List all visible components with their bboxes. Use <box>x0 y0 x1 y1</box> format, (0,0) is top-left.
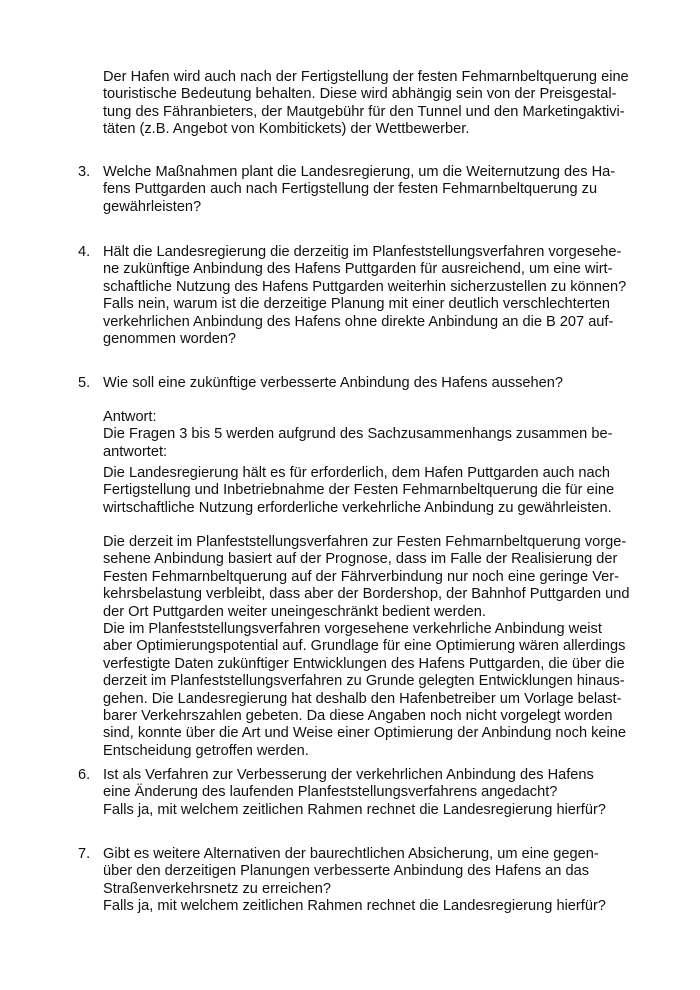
answer-paragraph <box>103 534 630 760</box>
text-line: über den derzeitigen Planungen verbesserte Anbindung des Hafens an das <box>103 863 589 880</box>
text-line: Fertigstellung und Inbetriebnahme der Festen Fehmarnbeltquerung die für eine <box>103 482 615 499</box>
text-line: Welche Maßnahmen plant die Landesregierung, um die Weiternutzung des Ha- <box>103 164 616 180</box>
text-line: antwortet: <box>103 443 168 460</box>
text-line: verkehrlichen Anbindung des Hafens ohne direkte Anbindung an die B 207 auf- <box>103 313 614 330</box>
answer-label: Antwort: <box>103 409 157 425</box>
text-line: Straßenverkehrsnetz zu erreichen? <box>103 880 331 897</box>
text-line: genommen worden? <box>103 331 237 348</box>
text-line: fens Puttgarden auch nach Fertigstellung der festen Fehmarnbeltquerung zu <box>103 181 598 198</box>
text-line: eine Änderung des laufenden Planfeststellungsverfahrens angedacht? <box>103 784 558 801</box>
text-line: barer Verkehrszahlen gebeten. Da diese Angaben noch nicht vorgelegt worden <box>103 708 613 725</box>
question-number: 5. <box>78 375 91 391</box>
text-line: Hält die Landesregierung die derzeitig im Planfeststellungsverfahren vorgesehe- <box>103 244 622 260</box>
text-line: sehene Anbindung basiert auf der Prognose, dass im Falle der Realisierung der <box>103 551 618 568</box>
text-line: verfestigte Daten zukünftiger Entwicklungen des Hafens Puttgarden, die über die <box>103 655 625 672</box>
question-number: 6. <box>78 767 91 783</box>
intro-paragraph <box>103 69 629 139</box>
text-line: der Ort Puttgarden weiter uneingeschränkt bedient werden. <box>103 603 486 620</box>
answer-section <box>103 409 613 461</box>
question-number: 7. <box>78 846 91 862</box>
question-4-text <box>103 244 627 348</box>
text-line: Ist als Verfahren zur Verbesserung der verkehrlichen Anbindung des Hafens <box>103 767 594 783</box>
text-line: gehen. Die Landesregierung hat deshalb den Hafenbetreiber um Vorlage belast- <box>103 690 622 707</box>
text-line: Der Hafen wird auch nach der Fertigstellung der festen Fehmarnbeltquerung eine <box>103 69 629 85</box>
text-line: tung des Fähranbieters, der Mautgebühr für den Tunnel und den Marketingaktivi- <box>103 103 625 120</box>
text-line: gewährleisten? <box>103 198 202 215</box>
text-line: aber Optimierungspotential auf. Grundlage für eine Optimierung wären allerdings <box>103 638 626 655</box>
text-line: Falls nein, warum ist die derzeitige Planung mit einer deutlich verschlechterten <box>103 296 610 313</box>
text-line: Die im Planfeststellungsverfahren vorgesehene verkehrliche Anbindung weist <box>103 621 602 638</box>
question-7-text <box>103 846 606 916</box>
text-line: Falls ja, mit welchem zeitlichen Rahmen rechnet die Landesregierung hierfür? <box>103 801 606 818</box>
text-line: derzeit im Planfeststellungsverfahren zu Grunde gelegten Entwicklungen hinaus- <box>103 673 625 690</box>
text-line: Die Fragen 3 bis 5 werden aufgrund des Sachzusammenhangs zusammen be- <box>103 426 613 443</box>
answer-paragraph <box>103 465 615 517</box>
text-line: ne zukünftige Anbindung des Hafens Puttgarden für ausreichend, um eine wirt- <box>103 261 613 278</box>
text-line: Entscheidung getroffen werden. <box>103 742 309 759</box>
text-line: Gibt es weitere Alternativen der baurechtlichen Absicherung, um eine gegen- <box>103 846 599 862</box>
text-line: wirtschaftliche Nutzung erforderliche verkehrliche Anbindung zu gewährleisten. <box>103 499 612 516</box>
question-5-text <box>103 375 603 392</box>
question-number: 4. <box>78 244 91 260</box>
text-line: kehrsbelastung verbleibt, dass aber der Bordershop, der Bahnhof Puttgarden und <box>103 586 630 603</box>
text-line: Wie soll eine zukünftige verbesserte Anbindung des Hafens aussehen? <box>103 375 563 391</box>
text-line: Die Landesregierung hält es für erforderlich, dem Hafen Puttgarden auch nach <box>103 465 611 481</box>
text-line: Die derzeit im Planfeststellungsverfahren zur Festen Fehmarnbeltquerung vorge- <box>103 534 627 550</box>
text-line: schaftliche Nutzung des Hafens Puttgarden weiterhin sicherzustellen zu können? <box>103 278 627 295</box>
text-line: täten (z.B. Angebot von Kombitickets) der Wettbewerber. <box>103 121 470 138</box>
text-line: Falls ja, mit welchem zeitlichen Rahmen rechnet die Landesregierung hierfür? <box>103 898 606 915</box>
question-number: 3. <box>78 164 91 180</box>
question-6-text <box>103 767 606 819</box>
text-line: Festen Fehmarnbeltquerung auf der Fährverbindung nur noch eine geringe Ver- <box>103 568 619 585</box>
text-line: touristische Bedeutung behalten. Diese wird abhängig sein von der Preisgestal- <box>103 86 617 103</box>
question-3-text <box>103 164 616 216</box>
text-line: sind, konnte über die Art und Weise einer Optimierung der Anbindung noch keine <box>103 725 627 742</box>
